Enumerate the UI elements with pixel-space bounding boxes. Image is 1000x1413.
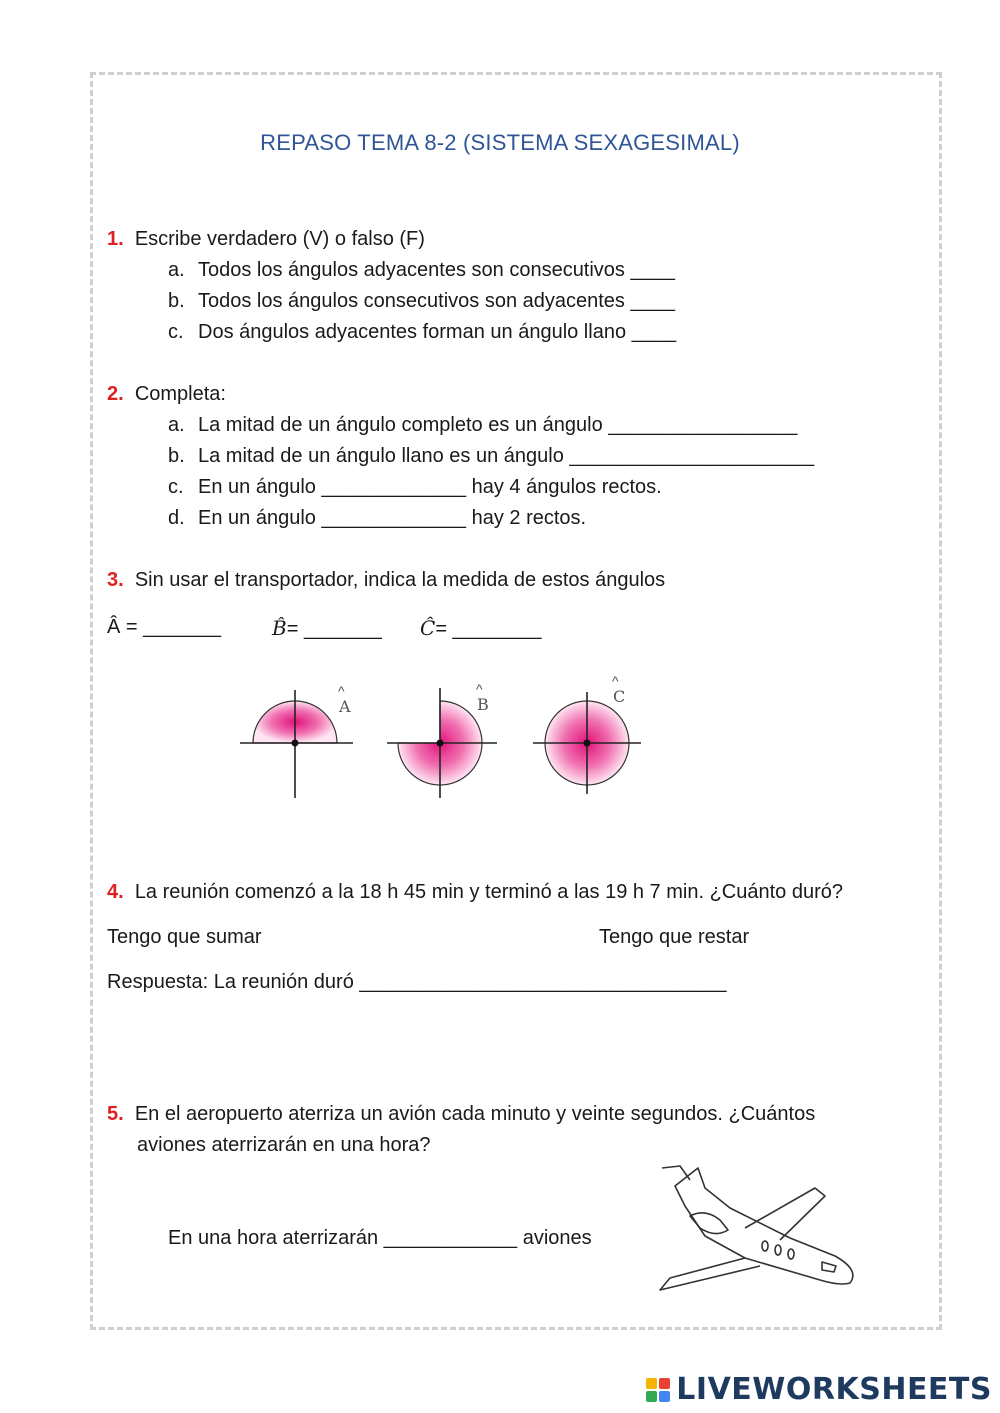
- question-2-number: 2.: [107, 383, 124, 405]
- answer-a-field[interactable]: Â = _______: [107, 616, 221, 638]
- question-1-number: 1.: [107, 228, 124, 250]
- question-3-text: Sin usar el transportador, indica la medida de estos ángulos: [134, 569, 666, 591]
- item-text: Todos los ángulos adyacentes son consecutivos ____: [198, 259, 675, 281]
- item-text: En un ángulo _____________ hay 4 ángulos rectos.: [198, 476, 662, 498]
- item-text: La mitad de un ángulo llano es un ángulo ______________________: [198, 445, 815, 467]
- angle-a-label: A: [339, 697, 351, 716]
- item-text: Dos ángulos adyacentes forman un ángulo llano ____: [198, 321, 677, 343]
- question-1-item-c[interactable]: [168, 321, 676, 344]
- logo-square-red: [659, 1378, 670, 1389]
- item-marker: b.: [168, 445, 185, 467]
- answer-b-field[interactable]: [272, 616, 382, 641]
- page-title: REPASO TEMA 8-2 (SISTEMA SEXAGESIMAL): [260, 130, 740, 155]
- question-3: [107, 569, 665, 592]
- question-2-item-b[interactable]: [168, 445, 814, 468]
- angle-c-label: C: [613, 687, 626, 706]
- logo-square-yellow: [646, 1378, 657, 1389]
- question-3-number: 3.: [107, 569, 124, 591]
- question-2: [107, 383, 226, 406]
- item-text: En un ángulo _____________ hay 2 rectos.: [198, 507, 587, 529]
- question-5-text-line2: aviones aterrizarán en una hora?: [137, 1134, 431, 1156]
- subtract-label: Tengo que restar: [599, 926, 750, 948]
- footer-brand: LIVEWORKSHEETS: [676, 1372, 992, 1407]
- item-marker: d.: [168, 507, 185, 529]
- answer-b-symbol: B̂: [272, 616, 287, 640]
- question-4-text: La reunión comenzó a la 18 h 45 min y terminó a las 19 h 7 min. ¿Cuánto duró?: [134, 881, 843, 903]
- item-text: La mitad de un ángulo completo es un ángulo _________________: [198, 414, 798, 436]
- question-1-item-b[interactable]: [168, 290, 675, 313]
- angle-diagrams: [235, 670, 655, 810]
- svg-text:^: ^: [476, 681, 483, 697]
- question-1: [107, 228, 425, 251]
- item-marker: b.: [168, 290, 185, 312]
- question-2-text: Completa:: [134, 383, 226, 405]
- item-marker: a.: [168, 259, 185, 281]
- angle-c-diagram: [533, 673, 641, 794]
- angle-b-label: B: [477, 695, 489, 714]
- question-1-text: Escribe verdadero (V) o falso (F): [134, 228, 425, 250]
- question-2-item-c[interactable]: [168, 476, 662, 499]
- angle-a-diagram: [240, 683, 353, 798]
- question-5-number: 5.: [107, 1103, 124, 1125]
- question-2-item-a[interactable]: [168, 414, 797, 437]
- logo-mark-icon: [646, 1378, 670, 1402]
- answer-c-symbol: Ĉ: [420, 616, 436, 640]
- logo-square-blue: [659, 1391, 670, 1402]
- airplane-illustration: [650, 1158, 865, 1298]
- item-marker: c.: [168, 476, 184, 498]
- logo-square-green: [646, 1391, 657, 1402]
- answer-c-field[interactable]: [420, 616, 542, 641]
- question-1-item-a[interactable]: [168, 259, 675, 282]
- question-4-number: 4.: [107, 881, 124, 903]
- planes-answer[interactable]: En una hora aterrizarán ____________ aviones: [168, 1227, 592, 1249]
- meeting-duration-answer[interactable]: Respuesta: La reunión duró _________________________________: [107, 971, 727, 993]
- question-5-text-line1: En el aeropuerto aterriza un avión cada minuto y veinte segundos. ¿Cuántos: [134, 1103, 816, 1125]
- answer-b-blank: = _______: [286, 618, 382, 640]
- liveworksheets-logo[interactable]: [646, 1372, 992, 1407]
- item-marker: a.: [168, 414, 185, 436]
- question-5: [107, 1103, 815, 1126]
- svg-text:^: ^: [612, 673, 619, 689]
- answer-c-blank: = ________: [435, 618, 542, 640]
- question-4: [107, 881, 843, 904]
- angle-b-diagram: [387, 681, 497, 798]
- sum-label: Tengo que sumar: [107, 926, 262, 948]
- item-text: Todos los ángulos consecutivos son adyacentes ____: [198, 290, 675, 312]
- item-marker: c.: [168, 321, 184, 343]
- question-2-item-d[interactable]: [168, 507, 586, 530]
- svg-text:^: ^: [338, 683, 345, 699]
